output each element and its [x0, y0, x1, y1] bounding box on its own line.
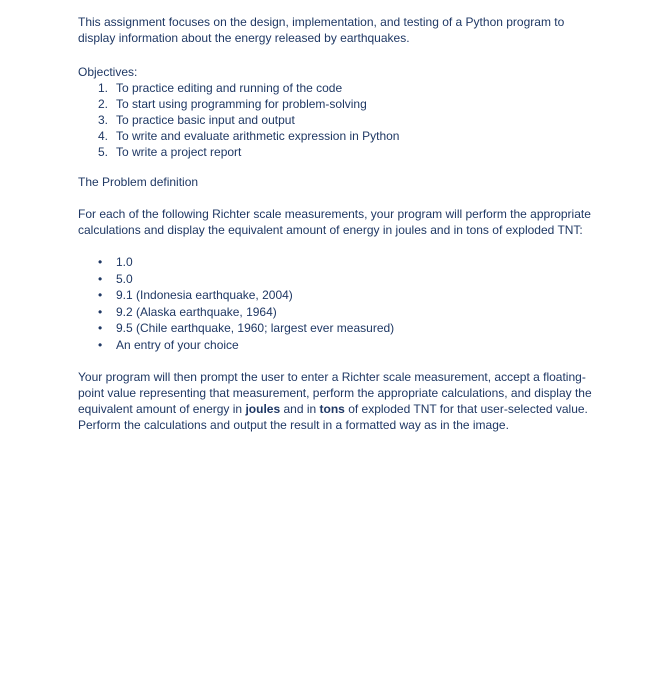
document-page	[78, 14, 598, 433]
measurement-item	[78, 287, 598, 304]
measurement-text: 1.0	[116, 255, 133, 269]
objective-number: 1.	[98, 81, 109, 95]
problem-heading: The Problem definition	[78, 175, 199, 189]
objective-number: 4.	[98, 129, 109, 143]
objective-text: To write a project report	[116, 145, 242, 159]
objective-text: To practice basic input and output	[116, 113, 295, 127]
bullet-icon: •	[98, 271, 103, 286]
bullet-icon: •	[98, 255, 103, 269]
closing-text-part3: of exploded TNT for that user-selected value. Perform the calculations and output the result in a formatted way as in the image.	[78, 401, 588, 432]
problem-paragraph: For each of the following Richter scale measurements, your program will perform the appropriate calculations and display the equivalent amount of energy in joules and in tons of exploded TNT:	[78, 207, 591, 237]
objective-item	[78, 112, 598, 128]
objective-item	[78, 96, 598, 112]
objective-item	[78, 144, 598, 160]
objective-text: To start using programming for problem-solving	[116, 97, 367, 111]
measurement-item	[78, 304, 598, 321]
tons-emphasis: tons	[319, 401, 345, 416]
measurements-list	[78, 254, 598, 354]
measurement-item	[78, 337, 598, 354]
measurement-text: 9.1 (Indonesia earthquake, 2004)	[116, 288, 293, 303]
objective-item	[78, 80, 598, 96]
measurement-item	[78, 254, 598, 271]
intro-paragraph: This assignment focuses on the design, implementation, and testing of a Python program to display information about the energy released by earthquakes.	[78, 15, 565, 45]
closing-text-part1: Your program will then prompt the user to enter a Richter scale measurement, accept a floating-point value representing that measurement, perform the appropriate calculations, and display the equivalent amount of energy in	[78, 369, 592, 416]
bullet-icon: •	[98, 337, 103, 352]
measurement-item	[78, 271, 598, 288]
objectives-list	[78, 80, 598, 160]
objective-item	[78, 128, 598, 144]
joules-emphasis: joules	[245, 401, 281, 416]
closing-text-part2: and in	[280, 401, 320, 416]
closing-paragraph	[78, 369, 598, 433]
measurement-item	[78, 320, 598, 337]
bullet-icon: •	[98, 321, 103, 336]
measurement-text: 9.2 (Alaska earthquake, 1964)	[116, 304, 277, 319]
objective-number: 5.	[98, 145, 109, 159]
objective-text: To practice editing and running of the code	[116, 81, 343, 95]
bullet-icon: •	[98, 288, 103, 303]
objectives-heading: Objectives:	[78, 65, 138, 79]
measurement-text: An entry of your choice	[116, 337, 239, 352]
bullet-icon: •	[98, 304, 103, 319]
objective-number: 2.	[98, 97, 109, 111]
objective-text: To write and evaluate arithmetic expression in Python	[116, 129, 400, 143]
objective-number: 3.	[98, 113, 109, 127]
measurement-text: 5.0	[116, 271, 133, 286]
measurement-text: 9.5 (Chile earthquake, 1960; largest ever measured)	[116, 321, 395, 336]
